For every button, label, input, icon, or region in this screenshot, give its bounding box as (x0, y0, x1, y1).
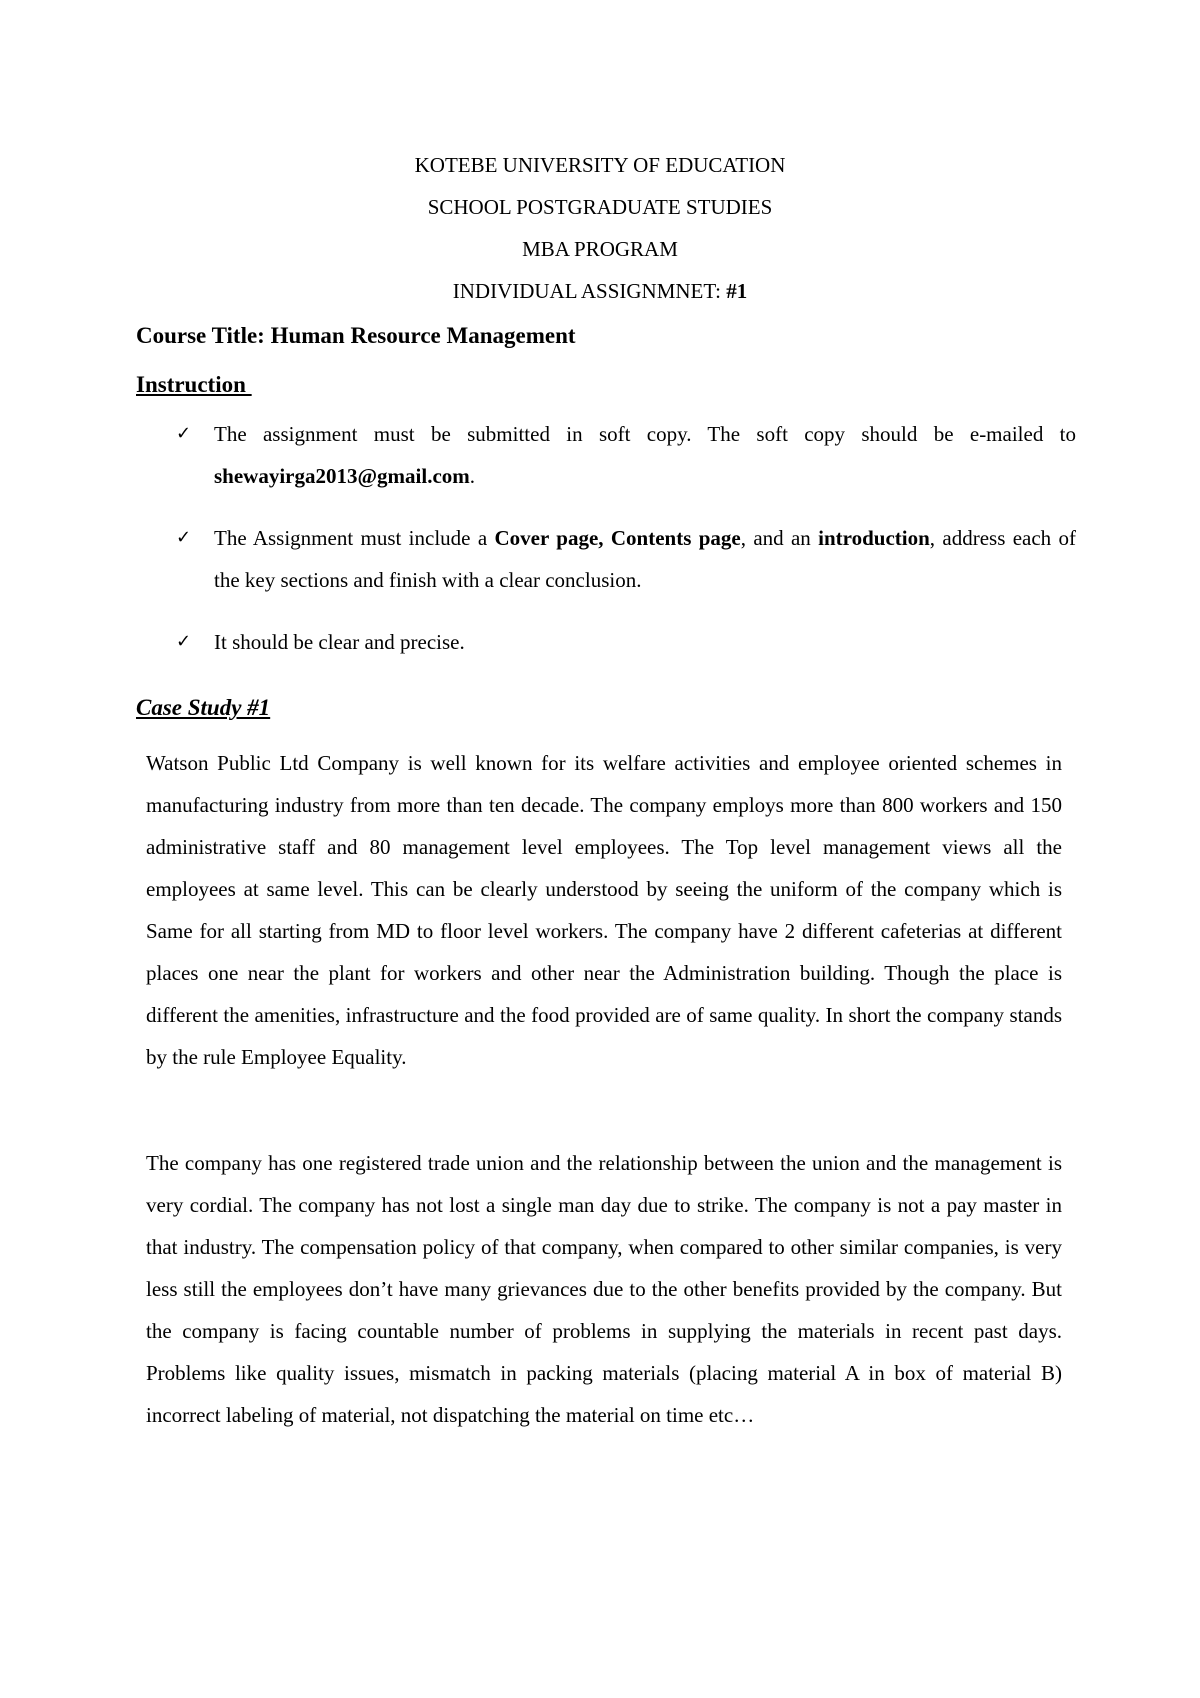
assignment-label: INDIVIDUAL ASSIGNMNET: (452, 279, 721, 303)
assignment-number: #1 (726, 279, 748, 303)
instruction-text-end: . (469, 464, 476, 488)
check-mark-icon: ✓ (176, 527, 192, 548)
contents-page-term: Contents page (610, 526, 741, 550)
instruction-item (176, 517, 1076, 601)
case-study-heading: Case Study #1 (136, 695, 271, 720)
introduction-term: introduction (818, 526, 930, 550)
email-address: shewayirga2013@gmail.com (214, 464, 470, 488)
instruction-text-comma: , (598, 526, 611, 550)
case-study-paragraph-1: Watson Public Ltd Company is well known for its welfare activities and employee oriented schemes in manufacturing industry from more than ten decade. The company employs more than 800 workers and 150 administrative staff and 80 management level employees. The Top level management views all the employees at same level. This can be clearly understood by seeing the uniform of the company which is Same for all starting from MD to floor level workers. The company have 2 different cafeterias at different places one near the plant for workers and other near the Administration building. Though the place is different the amenities, infrastructure and the food provided are of same quality. In short the company stands by the rule Employee Equality. (146, 751, 1062, 1069)
instruction-text: The Assignment must include a (214, 526, 495, 550)
document-header (0, 144, 1200, 312)
instruction-text: The assignment must be submitted in soft copy. The soft copy should be e-mailed to (214, 422, 1076, 446)
assignment-title (0, 270, 1200, 312)
case-study-paragraph-2: The company has one registered trade union and the relationship between the union and the management is very cordial. The company has not lost a single man day due to strike. The company is not a pay master in that industry. The compensation policy of that company, when compared to other similar companies, is very less still the employees don’t have many grievances due to the other benefits provided by the company. But the company is facing countable number of problems in supplying the materials in recent past days. Problems like quality issues, mismatch in packing materials (placing material A in box of material B) incorrect labeling of material, not dispatching the material on time etc… (146, 1151, 1062, 1427)
instruction-list (176, 413, 1076, 663)
course-title: Course Title: Human Resource Management (136, 323, 576, 348)
instruction-text: It should be clear and precise. (214, 630, 465, 654)
instruction-item (176, 413, 1076, 497)
school-name: SCHOOL POSTGRADUATE STUDIES (427, 195, 773, 219)
instruction-item (176, 621, 1076, 663)
cover-page-term: Cover page (494, 526, 599, 550)
instruction-text: , address each of the key sections and finish with a clear conclusion. (214, 526, 1077, 592)
instruction-heading: Instruction (136, 372, 252, 397)
university-name: KOTEBE UNIVERSITY OF EDUCATION (414, 153, 786, 177)
check-mark-icon: ✓ (176, 631, 192, 652)
program-name: MBA PROGRAM (522, 237, 678, 261)
check-mark-icon: ✓ (176, 423, 192, 444)
instruction-text: , and an (740, 526, 819, 550)
